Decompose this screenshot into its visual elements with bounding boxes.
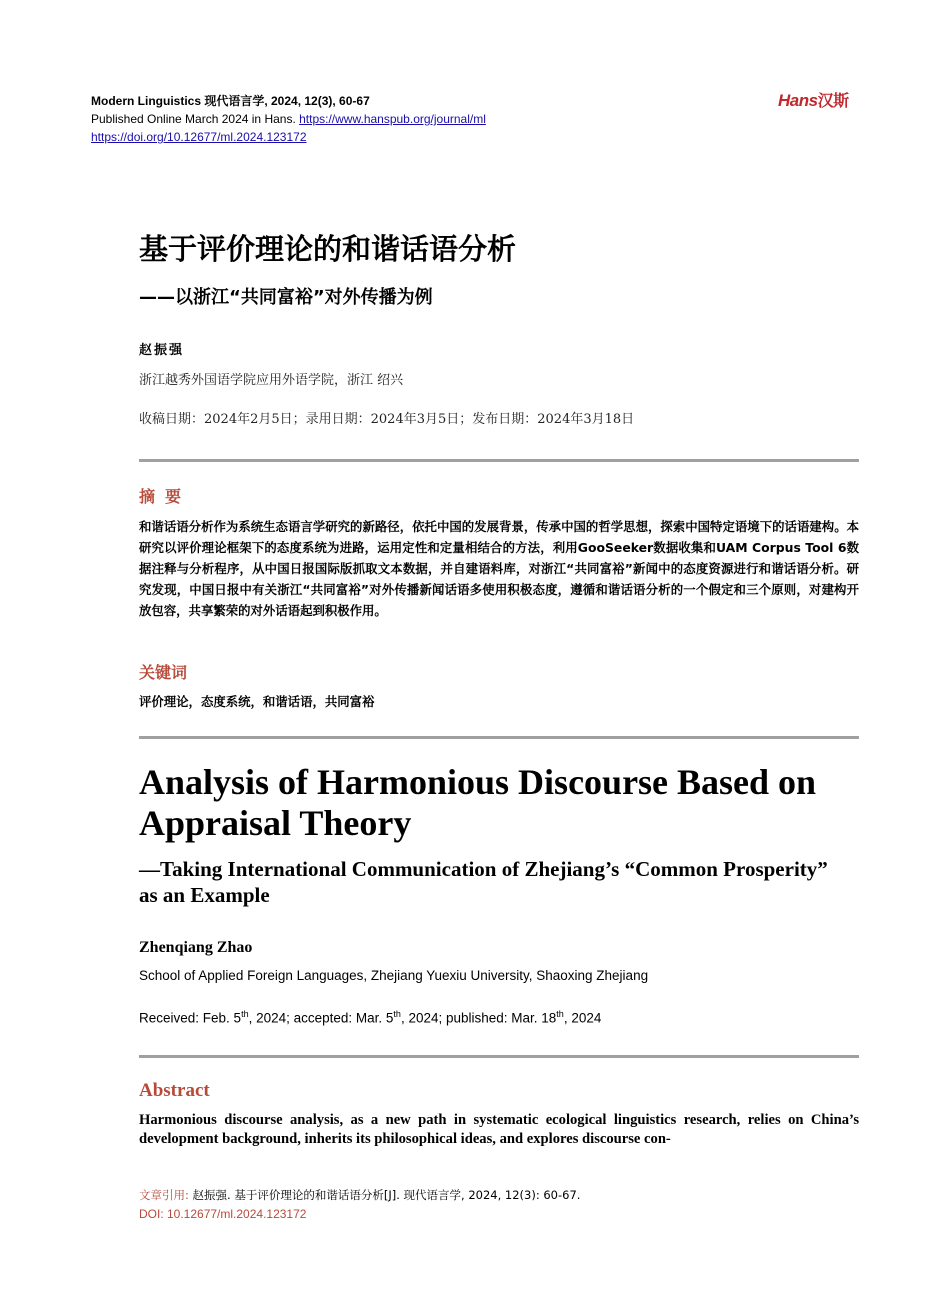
published-prefix: Published Online March 2024 in Hans. (91, 112, 300, 126)
doi-header-line (91, 128, 307, 146)
journal-url-link[interactable]: https://www.hanspub.org/journal/ml (299, 112, 486, 126)
footer-doi: DOI: 10.12677/ml.2024.123172 (139, 1207, 307, 1221)
chinese-keywords: 评价理论，态度系统，和谐话语，共同富裕 (139, 694, 375, 709)
divider-3 (139, 1055, 859, 1058)
english-dates (139, 1004, 859, 1029)
chinese-abstract-heading: 摘要 (139, 487, 192, 506)
english-author: Zhenqiang Zhao (139, 939, 253, 956)
received-sup: th (241, 1009, 249, 1019)
divider-2 (139, 736, 859, 739)
chinese-subtitle: ——以浙江“共同富裕”对外传播为例 (139, 287, 433, 308)
citation-text: 赵振强. 基于评价理论的和谐话语分析[J]. 现代语言学, 2024, 12(3): 60-67. (188, 1188, 581, 1202)
hans-logo (778, 88, 849, 111)
journal-citation-header: Modern Linguistics 现代语言学, 2024, 12(3), 60-67 (91, 94, 370, 108)
published-date: , 2024; published: Mar. 18 (400, 1010, 557, 1026)
english-abstract-heading: Abstract (139, 1080, 210, 1101)
logo-latin: Hans (778, 91, 818, 110)
chinese-title: 基于评价理论的和谐话语分析 (139, 232, 517, 266)
english-title: Analysis of Harmonious Discourse Based on Appraisal Theory (139, 762, 817, 843)
received-date: Received: Feb. 5 (139, 1010, 242, 1026)
published-online-line (91, 110, 486, 128)
english-subtitle: —Taking International Communication of Zhejiang’s “Common Prosperity” as an Example (139, 857, 828, 907)
chinese-keywords-heading: 关键词 (139, 663, 188, 682)
divider-1 (139, 459, 859, 462)
accepted-date: , 2024; accepted: Mar. 5 (248, 1010, 394, 1026)
dates-suffix: , 2024 (563, 1010, 602, 1026)
chinese-dates: 收稿日期：2024年2月5日；录用日期：2024年3月5日；发布日期：2024年3月18日 (139, 412, 635, 427)
accepted-sup: th (393, 1009, 401, 1019)
chinese-author: 赵振强 (139, 343, 185, 358)
citation-line (139, 1186, 580, 1204)
english-affiliation: School of Applied Foreign Languages, Zhejiang Yuexiu University, Shaoxing Zhejiang (139, 968, 649, 983)
citation-label: 文章引用: (139, 1188, 189, 1202)
published-sup: th (556, 1009, 564, 1019)
chinese-affiliation: 浙江越秀外国语学院应用外语学院，浙江 绍兴 (139, 373, 404, 388)
chinese-abstract-text: 和谐话语分析作为系统生态语言学研究的新路径，依托中国的发展背景，传承中国的哲学思想，探索中国特定语境下的话语建构。本研究以评价理论框架下的态度系统为进路，运用定性和定量相结合的方法，利用GooSeeker数据收集和UAM Corpus Tool 6数据注释与分析程序，从中国日报国际版抓取文本数据，并自建语料库，对浙江“共同富裕”新闻中的态度资源进行和谐话语分析。研究发现，中国日报中有关浙江“共同富裕”对外传播新闻话语多使用积极态度，遵循和谐话语分析的一个假定和三个原则，对建构开放包容，共享繁荣的对外话语起到积极作用。 (139, 519, 859, 618)
doi-url-link[interactable]: https://doi.org/10.12677/ml.2024.123172 (91, 130, 307, 144)
english-abstract-text: Harmonious discourse analysis, as a new path in systematic ecological linguistics research, relies on China’s development background, inherits its philosophical ideas, and explores discourse con- (139, 1112, 859, 1147)
logo-chinese: 汉斯 (817, 93, 849, 110)
